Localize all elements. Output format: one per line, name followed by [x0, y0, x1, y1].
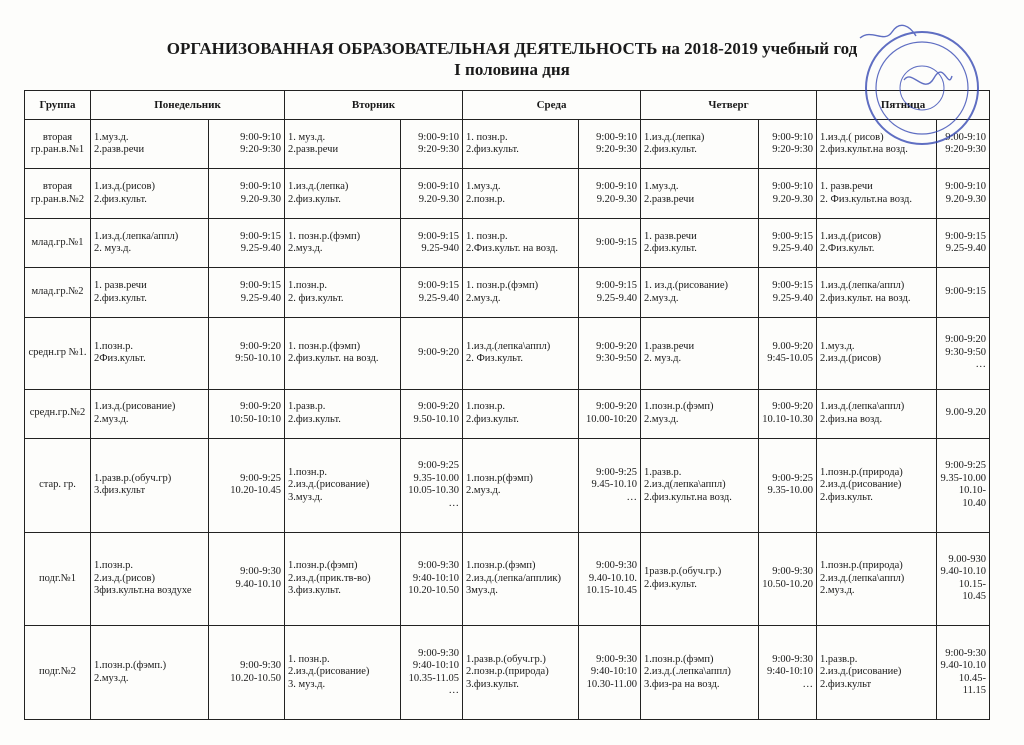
wednesday-time-cell: 9:00-9:15	[579, 218, 641, 267]
group-cell: средн.гр.№2	[25, 389, 91, 438]
wednesday-time-cell: 9:00-9:25 9.45-10.10 …	[579, 438, 641, 532]
group-cell: вторая гр.ран.в.№1	[25, 120, 91, 169]
document-title	[0, 38, 1024, 80]
monday-time-cell: 9:00-9:15 9.25-9.40	[209, 268, 285, 317]
tuesday-subjects-cell: 1. позн.р.(фэмп) 2.муз.д.	[285, 218, 401, 267]
header-friday: Пятница	[817, 91, 990, 120]
tuesday-time-cell: 9:00-9:30 9:40-10:10 10.35-11.05 …	[401, 626, 463, 720]
friday-subjects-cell: 1. разв.речи 2. Физ.культ.на возд.	[817, 169, 937, 218]
table-row	[25, 626, 990, 720]
friday-time-cell: 9:00-9:20 9:30-9:50 …	[937, 317, 990, 389]
thursday-time-cell: 9:00-9:15 9.25-9.40	[759, 268, 817, 317]
table-row	[25, 169, 990, 218]
thursday-time-cell: 9:00-9:20 10.10-10.30	[759, 389, 817, 438]
group-cell: стар. гр.	[25, 438, 91, 532]
tuesday-time-cell: 9:00-9:10 9.20-9.30	[401, 169, 463, 218]
table-row	[25, 438, 990, 532]
table-row	[25, 120, 990, 169]
header-wednesday: Среда	[463, 91, 641, 120]
group-cell: млад.гр.№1	[25, 218, 91, 267]
group-cell: вторая гр.ран.в.№2	[25, 169, 91, 218]
monday-time-cell: 9:00-9:25 10.20-10.45	[209, 438, 285, 532]
friday-time-cell: 9.00-930 9.40-10.10 10.15-10.45	[937, 532, 990, 626]
monday-time-cell: 9:00-9:20 10:50-10:10	[209, 389, 285, 438]
wednesday-time-cell: 9:00-9:20 9:30-9:50	[579, 317, 641, 389]
friday-time-cell: 9:00-9:15	[937, 268, 990, 317]
thursday-subjects-cell: 1.позн.р.(фэмп) 2.муз.д.	[641, 389, 759, 438]
friday-time-cell: 9:00-9:30 9.40-10.10 10.45-11.15	[937, 626, 990, 720]
monday-time-cell: 9:00-9:30 9.40-10.10	[209, 532, 285, 626]
thursday-subjects-cell: 1разв.р.(обуч.гр.) 2.физ.культ.	[641, 532, 759, 626]
monday-time-cell: 9:00-9:15 9.25-9.40	[209, 218, 285, 267]
group-cell: млад.гр.№2	[25, 268, 91, 317]
wednesday-time-cell: 9:00-9:20 10.00-10:20	[579, 389, 641, 438]
header-row	[25, 91, 990, 120]
tuesday-subjects-cell: 1.позн.р. 2.из.д.(рисование) 3.муз.д.	[285, 438, 401, 532]
header-group: Группа	[25, 91, 91, 120]
friday-subjects-cell: 1.позн.р.(природа) 2.из.д.(лепка\аппл) 2.муз.д.	[817, 532, 937, 626]
monday-subjects-cell: 1.из.д.(рисов) 2.физ.культ.	[91, 169, 209, 218]
tuesday-time-cell: 9:00-9:15 9.25-9.40	[401, 268, 463, 317]
tuesday-time-cell: 9:00-9:20 9.50-10.10	[401, 389, 463, 438]
monday-subjects-cell: 1.из.д.(лепка/аппл) 2. муз.д.	[91, 218, 209, 267]
table-row	[25, 268, 990, 317]
friday-time-cell: 9:00-9:10 9.20-9.30	[937, 169, 990, 218]
tuesday-subjects-cell: 1.позн.р. 2. физ.культ.	[285, 268, 401, 317]
friday-subjects-cell: 1.разв.р. 2.из.д.(рисование) 2.физ.культ	[817, 626, 937, 720]
thursday-time-cell: 9:00-9:10 9.20-9.30	[759, 169, 817, 218]
table-row	[25, 389, 990, 438]
tuesday-time-cell: 9:00-9:15 9.25-940	[401, 218, 463, 267]
table-row	[25, 218, 990, 267]
wednesday-subjects-cell: 1.из.д.(лепка\аппл) 2. Физ.культ.	[463, 317, 579, 389]
wednesday-time-cell: 9:00-9:10 9:20-9:30	[579, 120, 641, 169]
tuesday-time-cell: 9:00-9:20	[401, 317, 463, 389]
friday-subjects-cell: 1.позн.р.(природа) 2.из.д.(рисование) 2.физ.культ.	[817, 438, 937, 532]
wednesday-subjects-cell: 1.позн.р. 2.физ.культ.	[463, 389, 579, 438]
friday-time-cell: 9:00-9:10 9:20-9:30	[937, 120, 990, 169]
wednesday-subjects-cell: 1.позн.р(фэмп) 2.муз.д.	[463, 438, 579, 532]
wednesday-subjects-cell: 1. позн.р.(фэмп) 2.муз.д.	[463, 268, 579, 317]
tuesday-time-cell: 9:00-9:30 9:40-10:10 10.20-10.50	[401, 532, 463, 626]
thursday-time-cell: 9:00-9:30 9:40-10:10 …	[759, 626, 817, 720]
title-line-1: ОРГАНИЗОВАННАЯ ОБРАЗОВАТЕЛЬНАЯ ДЕЯТЕЛЬНОСТЬ на 2018-2019 учебный год	[166, 39, 858, 58]
table-row	[25, 317, 990, 389]
tuesday-subjects-cell: 1. позн.р. 2.из.д.(рисование) 3. муз.д.	[285, 626, 401, 720]
monday-subjects-cell: 1.позн.р.(фэмп.) 2.муз.д.	[91, 626, 209, 720]
wednesday-time-cell: 9:00-9:30 9.40-10.10. 10.15-10.45	[579, 532, 641, 626]
monday-time-cell: 9:00-9:10 9:20-9:30	[209, 120, 285, 169]
thursday-subjects-cell: 1. из.д.(рисование) 2.муз.д.	[641, 268, 759, 317]
header-monday: Понедельник	[91, 91, 285, 120]
friday-subjects-cell: 1.из.д.(лепка\аппл) 2.физ.на возд.	[817, 389, 937, 438]
group-cell: подг.№2	[25, 626, 91, 720]
tuesday-subjects-cell: 1.позн.р.(фэмп) 2.из.д.(прик.тв-во) 3.физ.культ.	[285, 532, 401, 626]
tuesday-time-cell: 9:00-9:25 9.35-10.00 10.05-10.30 …	[401, 438, 463, 532]
monday-subjects-cell: 1.муз.д. 2.разв.речи	[91, 120, 209, 169]
thursday-time-cell: 9:00-9:30 10.50-10.20	[759, 532, 817, 626]
wednesday-time-cell: 9:00-9:30 9:40-10:10 10.30-11.00	[579, 626, 641, 720]
table-row	[25, 532, 990, 626]
friday-subjects-cell: 1.из.д.(лепка/аппл) 2.физ.культ. на возд.	[817, 268, 937, 317]
header-thursday: Четверг	[641, 91, 817, 120]
monday-subjects-cell: 1. разв.речи 2.физ.культ.	[91, 268, 209, 317]
tuesday-subjects-cell: 1. позн.р.(фэмп) 2.физ.культ. на возд.	[285, 317, 401, 389]
tuesday-subjects-cell: 1. муз.д. 2.разв.речи	[285, 120, 401, 169]
wednesday-subjects-cell: 1. позн.р. 2.физ.культ.	[463, 120, 579, 169]
wednesday-subjects-cell: 1.муз.д. 2.позн.р.	[463, 169, 579, 218]
thursday-time-cell: 9:00-9:10 9:20-9:30	[759, 120, 817, 169]
schedule-table	[24, 90, 990, 720]
friday-subjects-cell: 1.из.д.( рисов) 2.физ.культ.на возд.	[817, 120, 937, 169]
title-line-2: I половина дня	[454, 60, 570, 79]
wednesday-time-cell: 9:00-9:10 9.20-9.30	[579, 169, 641, 218]
thursday-time-cell: 9:00-9:25 9.35-10.00	[759, 438, 817, 532]
monday-time-cell: 9:00-9:30 10.20-10.50	[209, 626, 285, 720]
thursday-subjects-cell: 1.муз.д. 2.разв.речи	[641, 169, 759, 218]
thursday-subjects-cell: 1.позн.р.(фэмп) 2.из.д.(.лепка\аппл) 3.физ-ра на возд.	[641, 626, 759, 720]
friday-subjects-cell: 1.из.д.(рисов) 2.Физ.культ.	[817, 218, 937, 267]
wednesday-time-cell: 9:00-9:15 9.25-9.40	[579, 268, 641, 317]
wednesday-subjects-cell: 1.разв.р.(обуч.гр.) 2.позн.р.(природа) 3.физ.культ.	[463, 626, 579, 720]
monday-subjects-cell: 1.разв.р.(обуч.гр) 3.физ.культ	[91, 438, 209, 532]
thursday-subjects-cell: 1.разв.речи 2. муз.д.	[641, 317, 759, 389]
monday-subjects-cell: 1.позн.р. 2.из.д.(рисов) 3физ.культ.на воздухе	[91, 532, 209, 626]
header-tuesday: Вторник	[285, 91, 463, 120]
wednesday-subjects-cell: 1.позн.р.(фэмп) 2.из.д.(лепка/апплик) 3муз.д.	[463, 532, 579, 626]
monday-subjects-cell: 1.позн.р. 2Физ.культ.	[91, 317, 209, 389]
thursday-time-cell: 9.00-9:20 9:45-10.05	[759, 317, 817, 389]
tuesday-time-cell: 9:00-9:10 9:20-9:30	[401, 120, 463, 169]
wednesday-subjects-cell: 1. позн.р. 2.Физ.культ. на возд.	[463, 218, 579, 267]
thursday-subjects-cell: 1. разв.речи 2.физ.культ.	[641, 218, 759, 267]
monday-time-cell: 9:00-9:20 9:50-10.10	[209, 317, 285, 389]
monday-subjects-cell: 1.из.д.(рисование) 2.муз.д.	[91, 389, 209, 438]
group-cell: средн.гр №1.	[25, 317, 91, 389]
schedule-body	[25, 120, 990, 720]
friday-time-cell: 9:00-9:25 9.35-10.00 10.10-10.40	[937, 438, 990, 532]
group-cell: подг.№1	[25, 532, 91, 626]
tuesday-subjects-cell: 1.из.д.(лепка) 2.физ.культ.	[285, 169, 401, 218]
thursday-subjects-cell: 1.из.д.(лепка) 2.физ.культ.	[641, 120, 759, 169]
tuesday-subjects-cell: 1.разв.р. 2.физ.культ.	[285, 389, 401, 438]
thursday-subjects-cell: 1.разв.р. 2.из.д(лепка\аппл) 2.физ.культ.на возд.	[641, 438, 759, 532]
friday-time-cell: 9:00-9:15 9.25-9.40	[937, 218, 990, 267]
thursday-time-cell: 9:00-9:15 9.25-9.40	[759, 218, 817, 267]
friday-subjects-cell: 1.муз.д. 2.из.д.(рисов)	[817, 317, 937, 389]
friday-time-cell: 9.00-9.20	[937, 389, 990, 438]
monday-time-cell: 9:00-9:10 9.20-9.30	[209, 169, 285, 218]
